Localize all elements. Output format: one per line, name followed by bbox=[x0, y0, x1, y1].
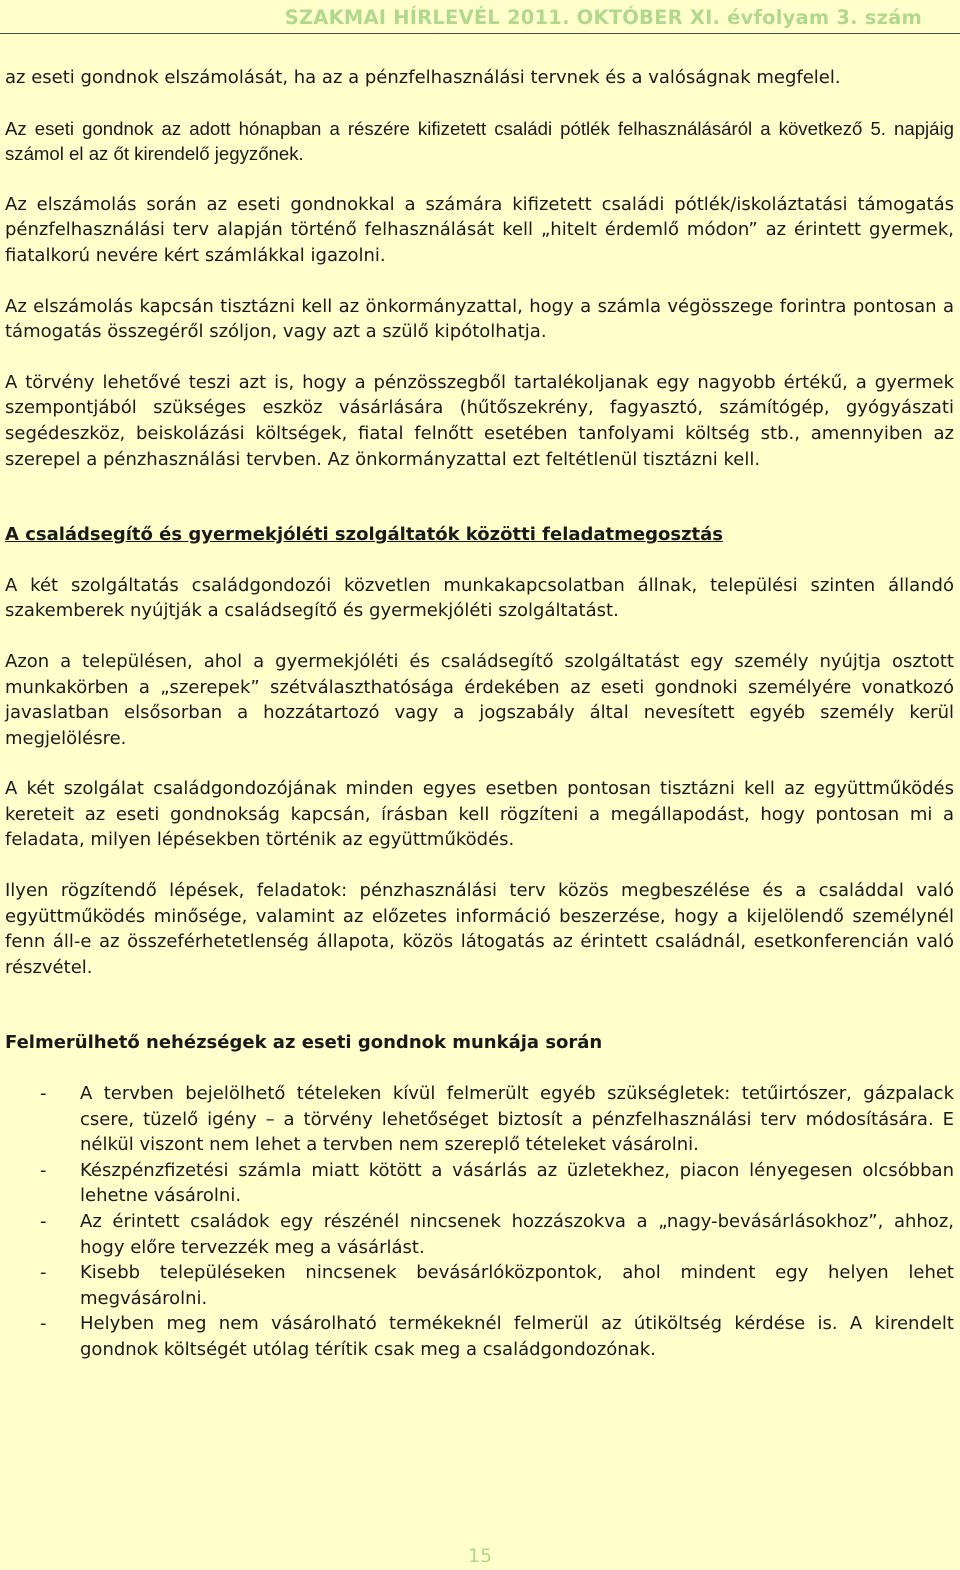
section-heading: A családsegítő és gyermekjóléti szolgáltatók közötti feladatmegosztás bbox=[5, 524, 724, 546]
paragraph: Azon a településen, ahol a gyermekjóléti és családsegítő szolgáltatást egy személy nyújtja osztott munkakörben a „szerepek” szétválaszthatósága érdekében az eseti gondnoki személyére vonatkozó javaslatban elsősorban a hozzátartozó vagy a jogszabály által nevesített egyéb személy kerül megjelölésre. bbox=[5, 650, 954, 749]
paragraph: A törvény lehetővé teszi azt is, hogy a pénzösszegből tartalékoljanak egy nagyobb értékű, a gyermek szempontjából szükséges eszköz vásárlására (hűtőszekrény, fagyasztó, számítógép, gyógyászati segédeszköz, beiskolázási költségek, fiatal felnőtt esetében tanfolyami költség stb., amennyiben az szerepel a pénzhasználási tervben. Az önkormányzattal ezt feltétlenül tisztázni kell. bbox=[5, 371, 954, 470]
dash-bullet: - bbox=[40, 1083, 47, 1105]
list-item-text: Helyben meg nem vásárolható termékeknél felmerül az útiköltség kérdése is. A kirendelt gondnok költségét utólag térítik csak meg a családgondozónak. bbox=[80, 1313, 954, 1360]
document-body bbox=[5, 65, 954, 1363]
list-item-text: A tervben bejelölhető tételeken kívül felmerült egyéb szükségletek: tetűirtószer, gázpalack csere, tüzelő igény – a törvény lehetőséget biztosít a pénzfelhasználási terv módosítására. E nélkül viszont nem lehet a tervben nem szereplő tételeket vásárolni. bbox=[80, 1083, 954, 1156]
dash-bullet: - bbox=[40, 1159, 47, 1181]
list-item bbox=[5, 1311, 954, 1362]
page-number: 15 bbox=[467, 1545, 493, 1567]
difficulties-list bbox=[5, 1081, 954, 1363]
list-item bbox=[5, 1260, 954, 1311]
list-item-text: Az érintett családok egy részénél nincsenek hozzászokva a „nagy-bevásárlásokhoz”, ahhoz, hogy előre tervezzék meg a vásárlást. bbox=[80, 1211, 954, 1258]
paragraph: Az elszámolás során az eseti gondnokkal a számára kifizetett családi pótlék/iskoláztatási támogatás pénzfelhasználási terv alapján történő felhasználását kell „hitelt érdemlő módon” az érintett gyermek, fiatalkorú nevére kért számlákkal igazolni. bbox=[5, 193, 954, 266]
paragraph: Ilyen rögzítendő lépések, feladatok: pénzhasználási terv közös megbeszélése és a családdal való együttműködés minősége, valamint az előzetes információ beszerzése, hogy a kijelölendő személynél fenn áll-e az összeférhetetlenség állapota, közös látogatás az érintett családnál, esetkonferencián való részvétel. bbox=[5, 880, 954, 978]
list-item-text: Készpénzfizetési számla miatt kötött a vásárlás az üzletekhez, piacon lényegesen olcsóbban lehetne vásárolni. bbox=[80, 1159, 954, 1207]
dash-bullet: - bbox=[40, 1262, 47, 1284]
page-header bbox=[0, 0, 960, 34]
list-item bbox=[5, 1158, 954, 1209]
newsletter-title: SZAKMAI HÍRLEVÉL 2011. OKTÓBER XI. évfolyam 3. szám bbox=[284, 6, 922, 29]
paragraph: Az eseti gondnok az adott hónapban a részére kifizetett családi pótlék felhasználásáról a következő 5. napjáig számol el az őt kirendelő jegyzőnek. bbox=[5, 117, 954, 165]
list-item bbox=[5, 1209, 954, 1260]
header-divider bbox=[0, 33, 960, 34]
paragraph: A két szolgáltatás családgondozói közvetlen munkakapcsolatban állnak, települési szinten állandó szakemberek nyújtják a családsegítő és gyermekjóléti szolgáltatást. bbox=[5, 574, 954, 622]
paragraph: A két szolgálat családgondozójának minden egyes esetben pontosan tisztázni kell az együttműködés kereteit az eseti gondnokság kapcsán, írásban kell rögzíteni a megállapodást, hogy pontosan mi a feladata, milyen lépésekben történik az együttműködés. bbox=[5, 778, 954, 851]
paragraph: Az elszámolás kapcsán tisztázni kell az önkormányzattal, hogy a számla végösszege forintra pontosan a támogatás összegéről szóljon, vagy azt a szülő kipótolhatja. bbox=[5, 295, 954, 343]
list-item-text: Kisebb településeken nincsenek bevásárlóközpontok, ahol mindent egy helyen lehet megvásárolni. bbox=[80, 1262, 954, 1309]
section-heading: Felmerülhető nehézségek az eseti gondnok munkája során bbox=[5, 1032, 603, 1054]
paragraph: az eseti gondnok elszámolását, ha az a pénzfelhasználási tervnek és a valóságnak megfelel. bbox=[5, 67, 841, 88]
list-item bbox=[5, 1081, 954, 1158]
dash-bullet: - bbox=[40, 1211, 47, 1232]
dash-bullet: - bbox=[40, 1313, 47, 1335]
